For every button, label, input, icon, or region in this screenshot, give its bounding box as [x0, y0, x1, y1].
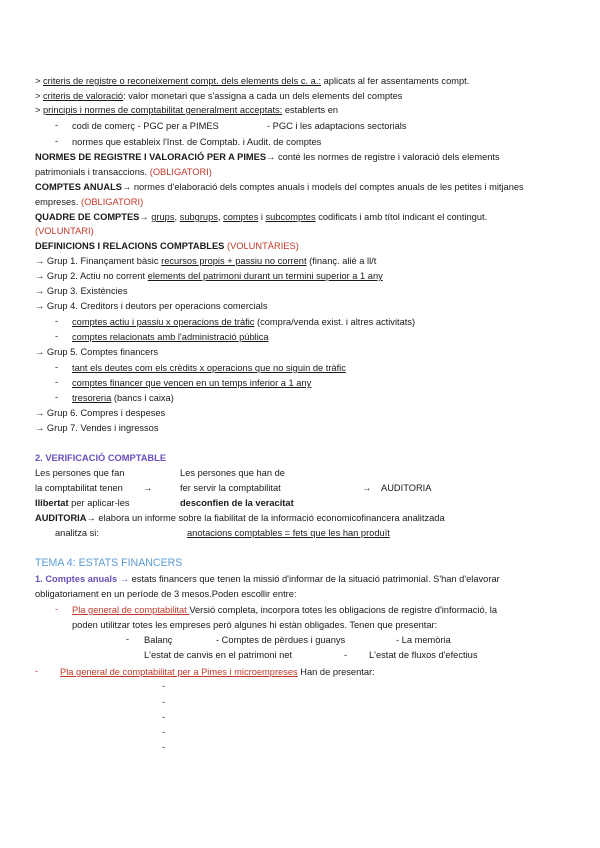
- line-empreses: empreses. (OBLIGATORI): [35, 197, 144, 207]
- line-poden-utilitzar: poden utilitzar totes les empreses però algunes hi estàn obligades. Tenen que presentar:: [72, 620, 438, 630]
- line-pla-general: Pla general de comptabilitat Versió completa, incorpora totes les obligacions de registre d'informació, la: [72, 605, 498, 615]
- line-normes-icac: normes que estableix l'Inst. de Comptab. i Audit. de comptes: [72, 137, 322, 147]
- line-comptes-anuals: COMPTES ANUALS→ normes d'elaboració dels comptes anuals i models del comptes anuals de les petites i mitjanes: [35, 182, 524, 192]
- line-balanc: Balanç: [144, 635, 173, 645]
- arrow-right-icon: →: [362, 483, 372, 493]
- line-comptes-financer: comptes financer que vencen en un temps inferior a 1 any: [72, 378, 312, 388]
- bullet-dash: -: [55, 136, 59, 146]
- bullet-dash: -: [162, 742, 166, 752]
- line-administracio-publica: comptes relacionats amb l'administració pública: [72, 332, 269, 342]
- heading-verificacio: 2. VERIFICACIÓ COMPTABLE: [35, 453, 167, 463]
- bullet-dash: -: [55, 377, 59, 387]
- bullet-dash: -: [162, 712, 166, 722]
- line-criteris-registre: > criteris de registre o reconeixement compt. dels elements dels c. a.: aplicats al fer assentaments compt.: [35, 76, 470, 86]
- line-patrimonials: patrimonials i transaccions. (OBLIGATORI): [35, 167, 212, 177]
- line-persones-fan: Les persones que fan: [35, 468, 125, 478]
- line-grup-3: → Grup 3. Existències: [35, 286, 128, 296]
- bullet-dash: -: [55, 362, 59, 372]
- line-normes-registre: NORMES DE REGISTRE I VALORACIÓ PER A PIMES→ conté les normes de registre i valoració dels elements: [35, 152, 500, 162]
- bullet-dash: -: [55, 392, 59, 402]
- bullet-dash: -: [55, 120, 59, 130]
- line-fluxos-efectius: L'estat de fluxos d'efectius: [369, 650, 478, 660]
- line-grup-2: → Grup 2. Actiu no corrent elements del patrimoni durant un termini superior a 1 any: [35, 271, 383, 281]
- line-pgc-adaptacions: - PGC i les adaptacions sectorials: [267, 121, 407, 131]
- line-pla-pimes: Pla general de comptabilitat per a Pimes i microempreses Han de presentar:: [60, 667, 375, 677]
- line-analitza-si: analitza si:: [55, 528, 99, 538]
- line-quadre-comptes: QUADRE DE COMPTES→ grups, subgrups, comptes i subcomptes codificats i amb títol indicant el contingut.: [35, 212, 488, 222]
- bullet-dash: -: [162, 727, 166, 737]
- line-desconfien: desconfien de la veracitat: [180, 498, 294, 508]
- heading-tema-4: TEMA 4: ESTATS FINANCERS: [35, 557, 183, 569]
- line-comptabilitat-tenen: la comptabilitat tenen: [35, 483, 123, 493]
- line-comptes-actiu-passiu: comptes actiu i passiu x operacions de tràfic (compra/venda exist. i altres activitats): [72, 317, 416, 327]
- line-llibertat: llibertat per aplicar-les: [35, 498, 130, 508]
- line-definicions: DEFINICIONS I RELACIONS COMPTABLES (VOLUNTÀRIES): [35, 241, 299, 251]
- line-codi-comerc: codi de comerç - PGC per a PIMES: [72, 121, 219, 131]
- line-comptes-anuals-tema: 1. Comptes anuals → estats financers que tenen la missió d'informar de la situació patrimonial. S'han d'elavorar: [35, 574, 500, 584]
- line-persones-han: Les persones que han de: [180, 468, 285, 478]
- line-principis: > principis i normes de comptabilitat generalment acceptats: establerts en: [35, 105, 339, 115]
- line-perdues-guanys: - Comptes de pèrdues i guanys: [216, 635, 346, 645]
- line-deutes-credits: tant els deutes com els crèdits x operacions que no siguin de tràfic: [72, 363, 346, 373]
- bullet-dash: -: [126, 634, 130, 644]
- bullet-dash: -: [162, 681, 166, 691]
- line-tresoreria: tresoreria (bancs i caixa): [72, 393, 174, 403]
- line-auditoria-informe: AUDITORIA→ elabora un informe sobre la fiabilitat de la informació economicofinancera analitzada: [35, 513, 445, 523]
- bullet-dash: -: [344, 650, 348, 660]
- line-criteris-valoracio: > criteris de valoració: valor monetari que s'assigna a cada un dels elements del comptes: [35, 91, 403, 101]
- line-obligatoriament: obligatoriament en un període de 3 mesos.Poden escollir entre:: [35, 589, 297, 599]
- line-grup-4: → Grup 4. Creditors i deutors per operacions comercials: [35, 301, 268, 311]
- line-fer-servir: fer servir la comptabilitat: [180, 483, 281, 493]
- line-grup-7: → Grup 7. Vendes i ingressos: [35, 423, 159, 433]
- bullet-dash: -: [55, 331, 59, 341]
- line-canvis-patrimoni: L'estat de canvis en el patrimoni net: [144, 650, 293, 660]
- line-grup-1: → Grup 1. Finançament bàsic recursos propis + passiu no corrent (finanç. alié a ll/t: [35, 256, 377, 266]
- arrow-right-icon: →: [143, 483, 153, 493]
- line-anotacions: anotacions comptables = fets que les han produït: [187, 528, 390, 538]
- line-memoria: - La memòria: [396, 635, 451, 645]
- line-grup-5: → Grup 5. Comptes financers: [35, 347, 158, 357]
- bullet-dash: -: [35, 666, 39, 676]
- bullet-dash: -: [55, 316, 59, 326]
- bullet-dash: -: [162, 697, 166, 707]
- line-auditoria-label: AUDITORIA: [381, 483, 432, 493]
- line-voluntari: (VOLUNTARI): [35, 226, 94, 236]
- bullet-dash: -: [55, 604, 59, 614]
- line-grup-6: → Grup 6. Compres i despeses: [35, 408, 166, 418]
